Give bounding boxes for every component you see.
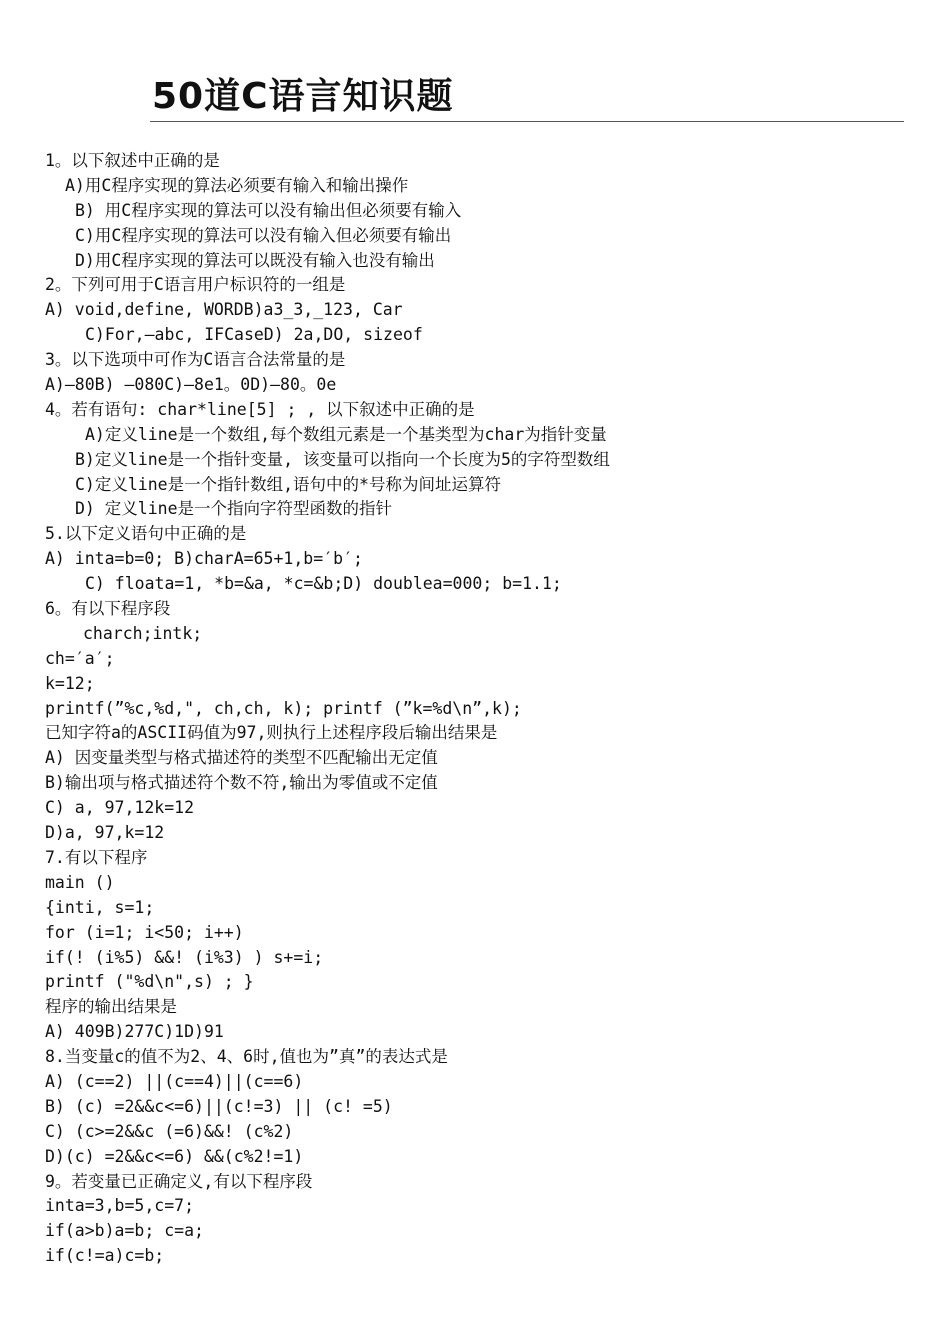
text-line: 2。下列可用于C语言用户标识符的一组是 <box>45 275 346 295</box>
text-line: 6。有以下程序段 <box>45 599 171 619</box>
text-line: A) (c==2) ||(c==4)||(c==6) <box>45 1071 304 1091</box>
text-line: D) 定义line是一个指向字符型函数的指针 <box>75 499 393 519</box>
text-line: if(! (i%5) &&! (i%3) ) s+=i; <box>45 947 324 967</box>
text-line: C) a, 97,12k=12 <box>45 798 195 818</box>
text-line: 7.有以下程序 <box>45 847 148 867</box>
text-line: A) void,define, WORDB)a3_3,_123, Car <box>45 300 403 320</box>
text-line: B)输出项与格式描述符个数不符,输出为零值或不定值 <box>45 773 438 793</box>
text-line: A)用C程序实现的算法必须要有输入和输出操作 <box>65 175 409 195</box>
text-line: printf ("%d\n",s) ; } <box>45 972 254 992</box>
text-line: C)用C程序实现的算法可以没有输入但必须要有输出 <box>75 225 452 245</box>
text-line: A) inta=b=0; B)charA=65+1,b=′b′; <box>45 549 363 569</box>
text-line: D)a, 97,k=12 <box>45 823 165 843</box>
text-line: if(c!=a)c=b; <box>45 1246 165 1266</box>
text-line: 8.当变量c的值不为2、4、6时,值也为”真”的表达式是 <box>45 1047 448 1067</box>
text-line: C)For,—abc, IFCaseD) 2a,DO, sizeof <box>85 325 423 345</box>
text-line: 4。若有语句: char*line[5] ; , 以下叙述中正确的是 <box>45 399 475 419</box>
text-line: C)定义line是一个指针数组,语句中的*号称为间址运算符 <box>75 474 501 494</box>
text-line: D)用C程序实现的算法可以既没有输入也没有输出 <box>75 250 435 270</box>
text-line: inta=3,b=5,c=7; <box>45 1196 195 1216</box>
text-line: printf(”%c,%d,", ch,ch, k); printf (”k=%d\n”,k); <box>45 698 522 718</box>
document-title: 50道C语言知识题 <box>152 76 454 117</box>
text-line: charch;intk; <box>83 623 203 643</box>
text-line: B)定义line是一个指针变量, 该变量可以指向一个长度为5的字符型数组 <box>75 449 610 469</box>
text-line: 程序的输出结果是 <box>45 997 177 1017</box>
text-line: k=12; <box>45 673 95 693</box>
text-line: 已知字符a的ASCII码值为97,则执行上述程序段后输出结果是 <box>45 723 498 743</box>
text-line: C) (c>=2&&c (=6)&&! (c%2) <box>45 1121 294 1141</box>
text-line: 1。以下叙述中正确的是 <box>45 151 220 170</box>
text-line: 5.以下定义语句中正确的是 <box>45 524 247 544</box>
text-line: if(a>b)a=b; c=a; <box>45 1221 204 1241</box>
text-line: B) (c) =2&&c<=6)||(c!=3) || (c! =5) <box>45 1096 393 1116</box>
text-line: D)(c) =2&&c<=6) &&(c%2!=1) <box>45 1146 304 1166</box>
text-line: 3。以下选项中可作为C语言合法常量的是 <box>45 350 346 370</box>
text-line: main () <box>45 872 115 892</box>
text-line: A) 因变量类型与格式描述符的类型不匹配输出无定值 <box>45 748 438 768</box>
title-divider <box>150 121 904 122</box>
text-line: C) floata=1, *b=&a, *c=&b;D) doublea=000; b=1.1; <box>85 574 562 594</box>
text-line: A) 409B)277C)1D)91 <box>45 1022 224 1042</box>
text-line: 9。若变量已正确定义,有以下程序段 <box>45 1171 313 1191</box>
text-line: ch=′a′; <box>45 648 115 668</box>
text-line: A)—80B) —080C)—8e1。0D)—80。0e <box>45 375 337 395</box>
text-line: {inti, s=1; <box>45 897 155 917</box>
text-line: for (i=1; i<50; i++) <box>45 922 244 942</box>
text-line: A)定义line是一个数组,每个数组元素是一个基类型为char为指针变量 <box>85 424 607 444</box>
document-body <box>0 149 950 1269</box>
text-line: B) 用C程序实现的算法可以没有输出但必须要有输入 <box>75 200 462 220</box>
